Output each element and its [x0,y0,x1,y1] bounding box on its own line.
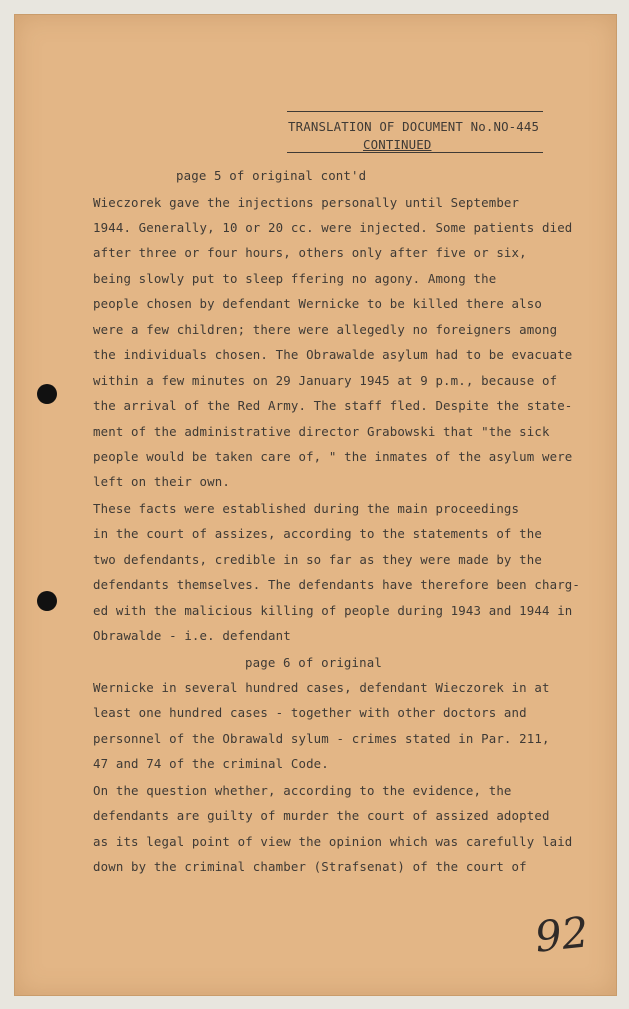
document-page [14,14,617,996]
text-line: personnel of the Obrawald sylum - crimes stated in Par. 211, [93,731,550,746]
text-line: left on their own. [93,474,230,489]
text-line: Obrawalde - i.e. defendant [93,628,291,643]
header-bottom-rule [287,152,543,153]
text-line: 1944. Generally, 10 or 20 cc. were injected. Some patients died [93,220,573,235]
text-line: were a few children; there were allegedly no foreigners among [93,322,558,337]
page6-heading: page 6 of original [245,655,382,670]
text-line: people would be taken care of, " the inmates of the asylum were [93,449,573,464]
text-line: Wernicke in several hundred cases, defendant Wieczorek in at [93,680,550,695]
document-subtitle: CONTINUED [363,137,432,152]
text-line: On the question whether, according to the evidence, the [93,783,512,798]
text-line: after three or four hours, others only after five or six, [93,245,527,260]
text-line: down by the criminal chamber (Strafsenat) of the court of [93,859,527,874]
text-line: least one hundred cases - together with other doctors and [93,705,527,720]
text-line: defendants themselves. The defendants have therefore been charg- [93,577,581,592]
text-line: These facts were established during the main proceedings [93,501,520,516]
handwritten-page-number: 92 [532,907,591,962]
text-line: being slowly put to sleep ffering no agony. Among the [93,271,497,286]
text-line: 47 and 74 of the criminal Code. [93,756,329,771]
text-line: within a few minutes on 29 January 1945 at 9 p.m., because of [93,373,558,388]
text-line: the arrival of the Red Army. The staff fled. Despite the state- [93,398,573,413]
text-line: ment of the administrative director Grabowski that "the sick [93,424,550,439]
text-line: ed with the malicious killing of people during 1943 and 1944 in [93,603,573,618]
text-line: two defendants, credible in so far as they were made by the [93,552,542,567]
punch-hole-bottom [37,591,57,611]
text-line: people chosen by defendant Wernicke to be killed there also [93,296,542,311]
text-line: in the court of assizes, according to the statements of the [93,526,542,541]
text-line: Wieczorek gave the injections personally until September [93,195,520,210]
text-line: the individuals chosen. The Obrawalde asylum had to be evacuate [93,347,573,362]
header-top-rule [287,111,543,112]
text-line: as its legal point of view the opinion which was carefully laid [93,834,573,849]
punch-hole-top [37,384,57,404]
document-title: TRANSLATION OF DOCUMENT No.NO-445 [288,119,540,134]
text-line: defendants are guilty of murder the court of assized adopted [93,808,550,823]
page5-heading: page 5 of original cont'd [176,168,367,183]
